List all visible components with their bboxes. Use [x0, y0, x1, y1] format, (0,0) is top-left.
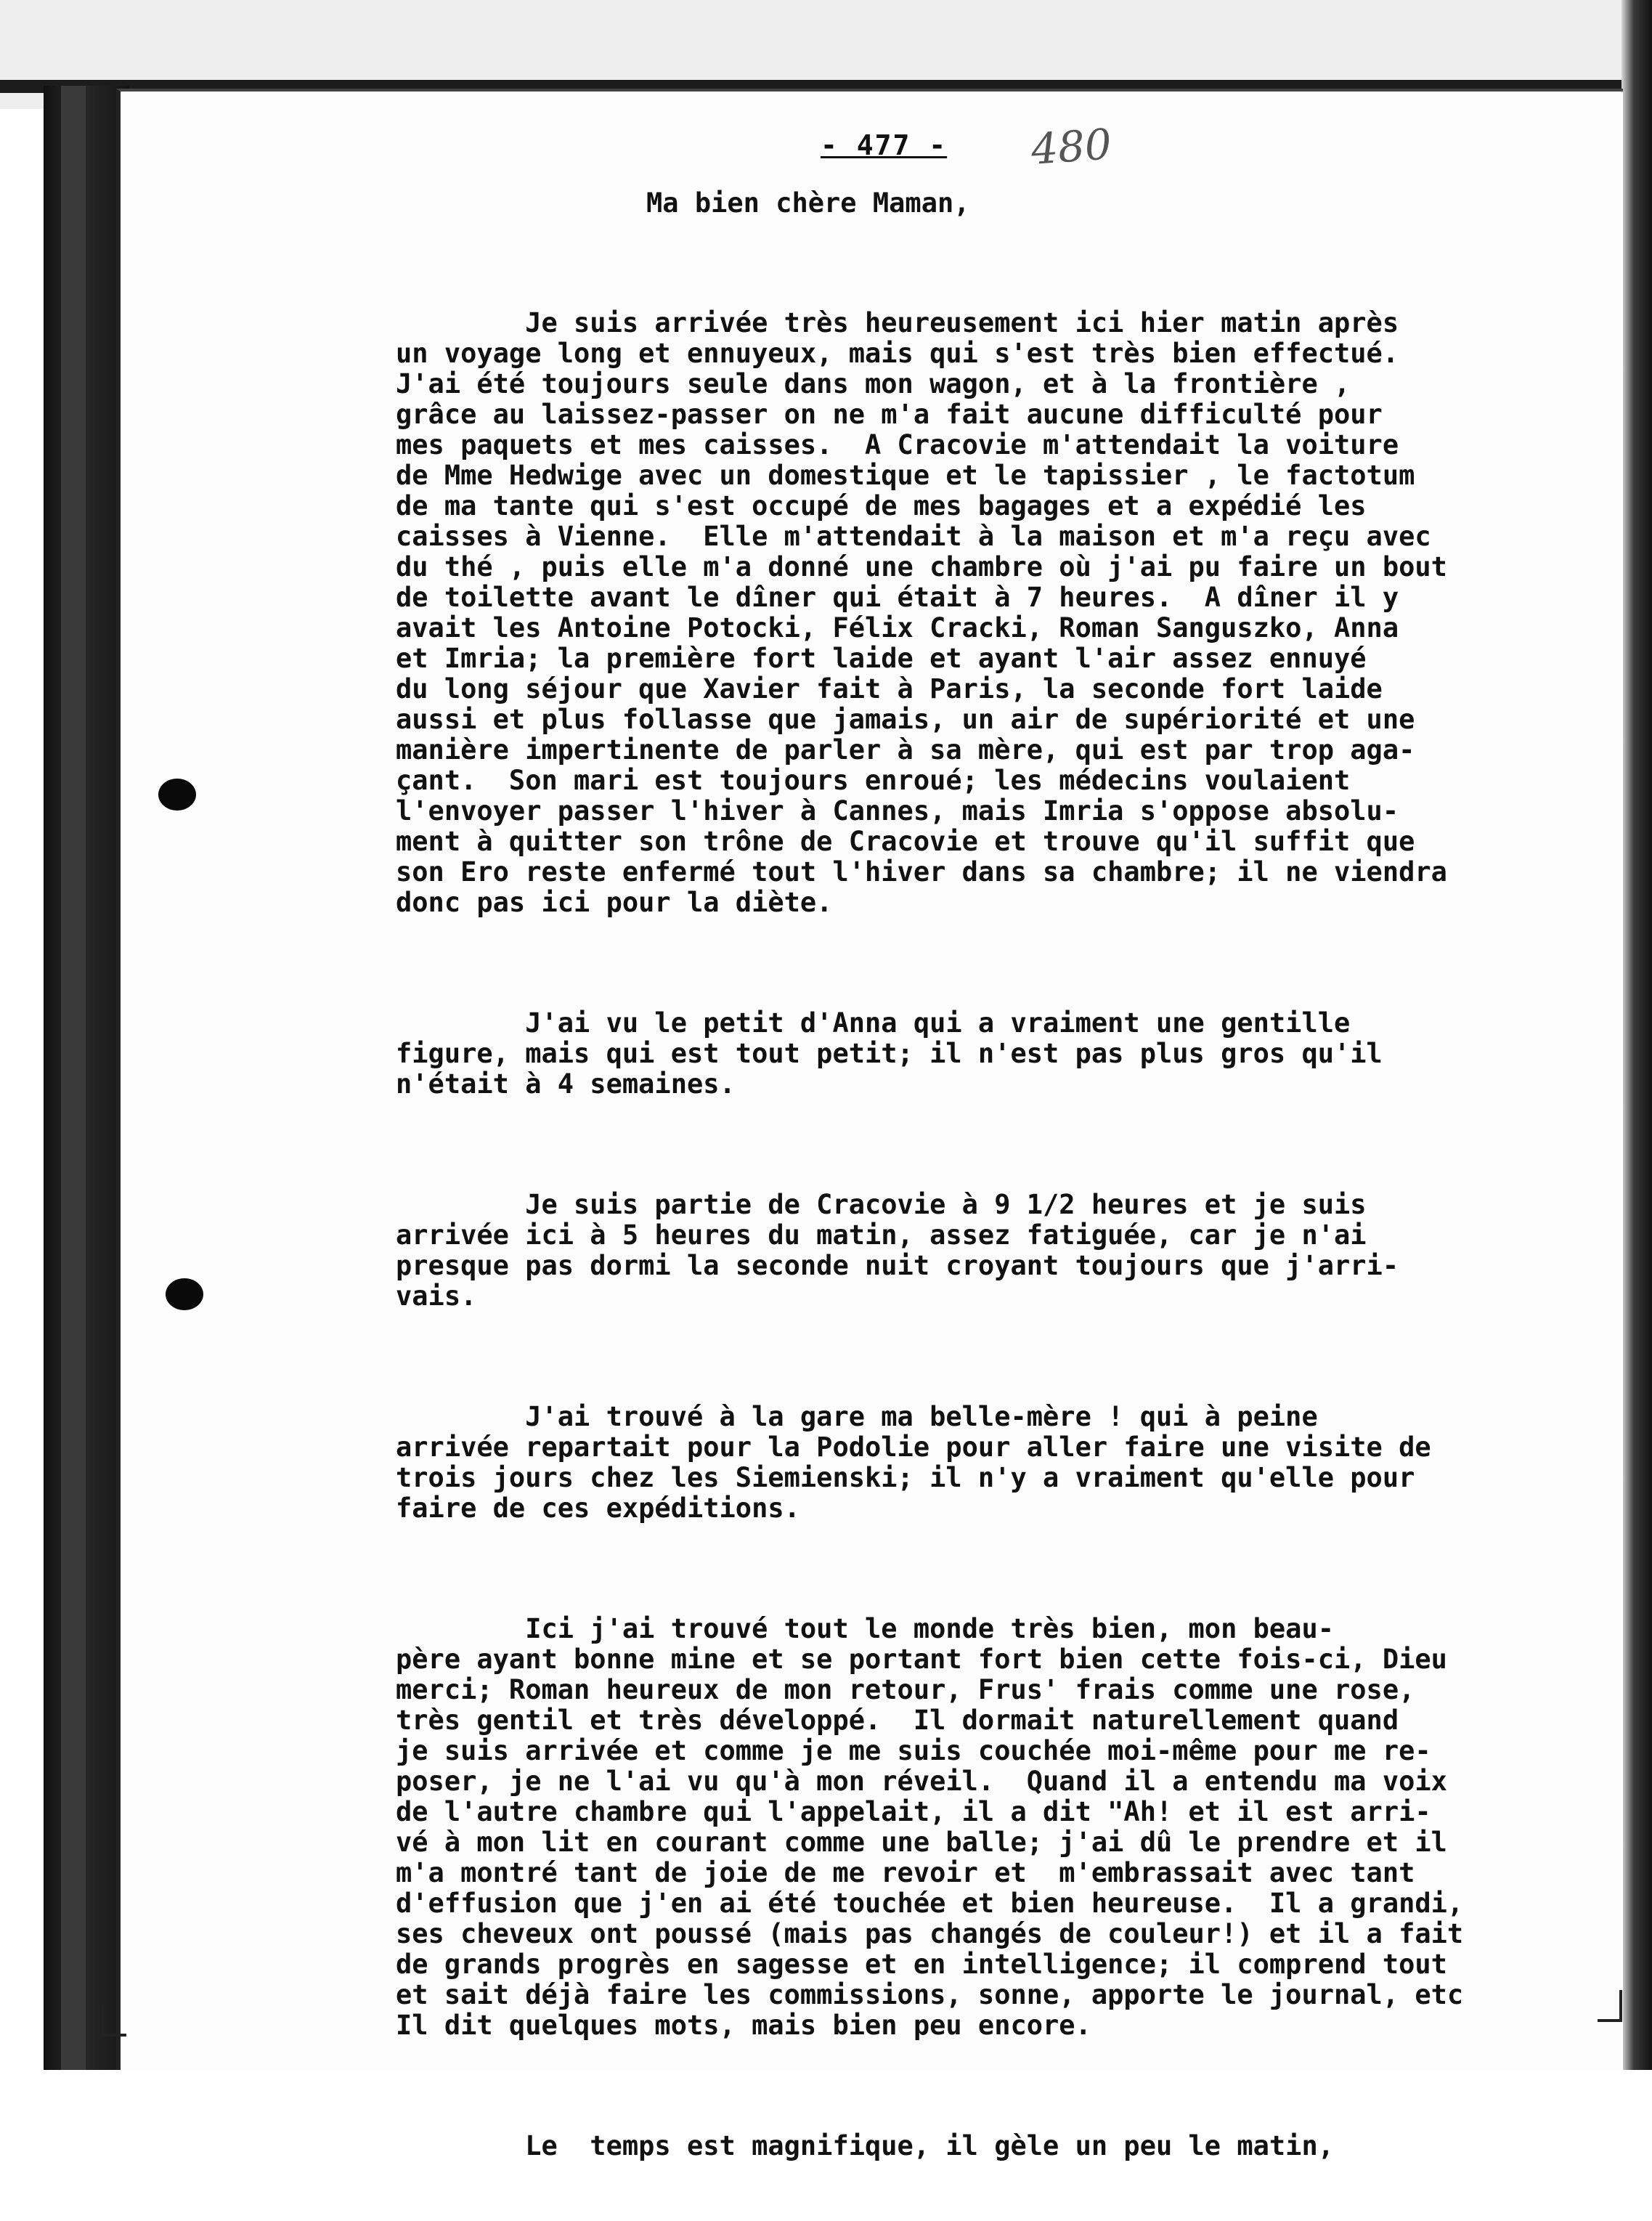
- corner-mark-bottom-left: [102, 2005, 126, 2037]
- punch-hole-bottom: [166, 1278, 203, 1310]
- corner-mark-bottom-right: [1598, 1990, 1622, 2022]
- paragraph-6: Le temps est magnifique, il gèle un peu le matin,: [396, 2130, 1335, 2161]
- paragraph-2: J'ai vu le petit d'Anna qui a vraiment une gentille figure, mais qui est tout petit; il n'est pas plus gros qu'il n'était à 4 semaines.: [396, 1007, 1383, 1100]
- paragraph-4: J'ai trouvé à la gare ma belle-mère ! qui à peine arrivée repartait pour la Podolie pour aller faire une visite de trois jours chez les Siemienski; il n'y a vraiment qu'elle pour faire de ces expéditions.: [396, 1401, 1431, 1524]
- binding-spine-inner: [61, 86, 86, 2070]
- letter-body: [396, 247, 1587, 2221]
- paragraph-5: Ici j'ai trouvé tout le monde très bien, mon beau- père ayant bonne mine et se portant fort bien cette fois-ci, Dieu merci; Roman heureux de mon retour, Frus' frais comme une rose, très gentil et très développé. Il dormait naturellement quand je suis arrivée et comme je me suis couchée moi-même pour me re- poser, je ne l'ai vu qu'à mon réveil. Quand il a entendu ma voix de l'autre chambre qui l'appelait, il a dit "Ah! et il est arri- vé à mon lit en courant comme une balle; j'ai dû le prendre et il m'a montré tant de joie de me revoir et m'embrassait avec tant d'effusion que j'en ai été touchée et bien heureuse. Il a grandi, ses cheveux ont poussé (mais pas changés de couleur!) et il a fait de grands progrès en sagesse et en intelligence; il comprend tout et sait déjà faire les commissions, sonne, apporte le journal, etc Il dit quelques mots, mais bien peu encore.: [396, 1613, 1464, 2041]
- paragraph-3: Je suis partie de Cracovie à 9 1/2 heures et je suis arrivée ici à 5 heures du matin, assez fatiguée, car je n'ai presque pas dormi la seconde nuit croyant toujours que j'arri- vais.: [396, 1189, 1399, 1312]
- page-number: - 477 -: [821, 129, 948, 161]
- paragraph-1: Je suis arrivée très heureusement ici hier matin après un voyage long et ennuyeux, mais qui s'est très bien effectué. J'ai été toujours seule dans mon wagon, et à la frontière , grâce au laissez-passer on ne m'a fait aucune difficulté pour mes paquets et mes caisses. A Cracovie m'attendait la voiture de Mme Hedwige avec un domestique et le tapissier , le factotum de ma tante qui s'est occupé de mes bagages et a expédié les caisses à Vienne. Elle m'attendait à la maison et m'a reçu avec du thé , puis elle m'a donné une chambre où j'ai pu faire un bout de toilette avant le dîner qui était à 7 heures. A dîner il y avait les Antoine Potocki, Félix Cracki, Roman Sanguszko, Anna et Imria; la première fort laide et ayant l'air assez ennuyé du long séjour que Xavier fait à Paris, la seconde fort laide aussi et plus follasse que jamais, un air de supériorité et une manière impertinente de parler à sa mère, qui est par trop aga- çant. Son mari est toujours enroué; les médecins voulaient l'envoyer passer l'hiver à Cannes, mais Imria s'oppose absolu- ment à quitter son trône de Cracovie et trouve qu'il suffit que son Ero reste enfermé tout l'hiver dans sa chambre; il ne viendra donc pas ici pour la diète.: [396, 307, 1447, 918]
- handwritten-page-number: 480: [1029, 119, 1113, 174]
- salutation: Ma bien chère Maman,: [646, 187, 970, 219]
- punch-hole-top: [158, 779, 196, 811]
- right-page-edge: [1622, 0, 1652, 2070]
